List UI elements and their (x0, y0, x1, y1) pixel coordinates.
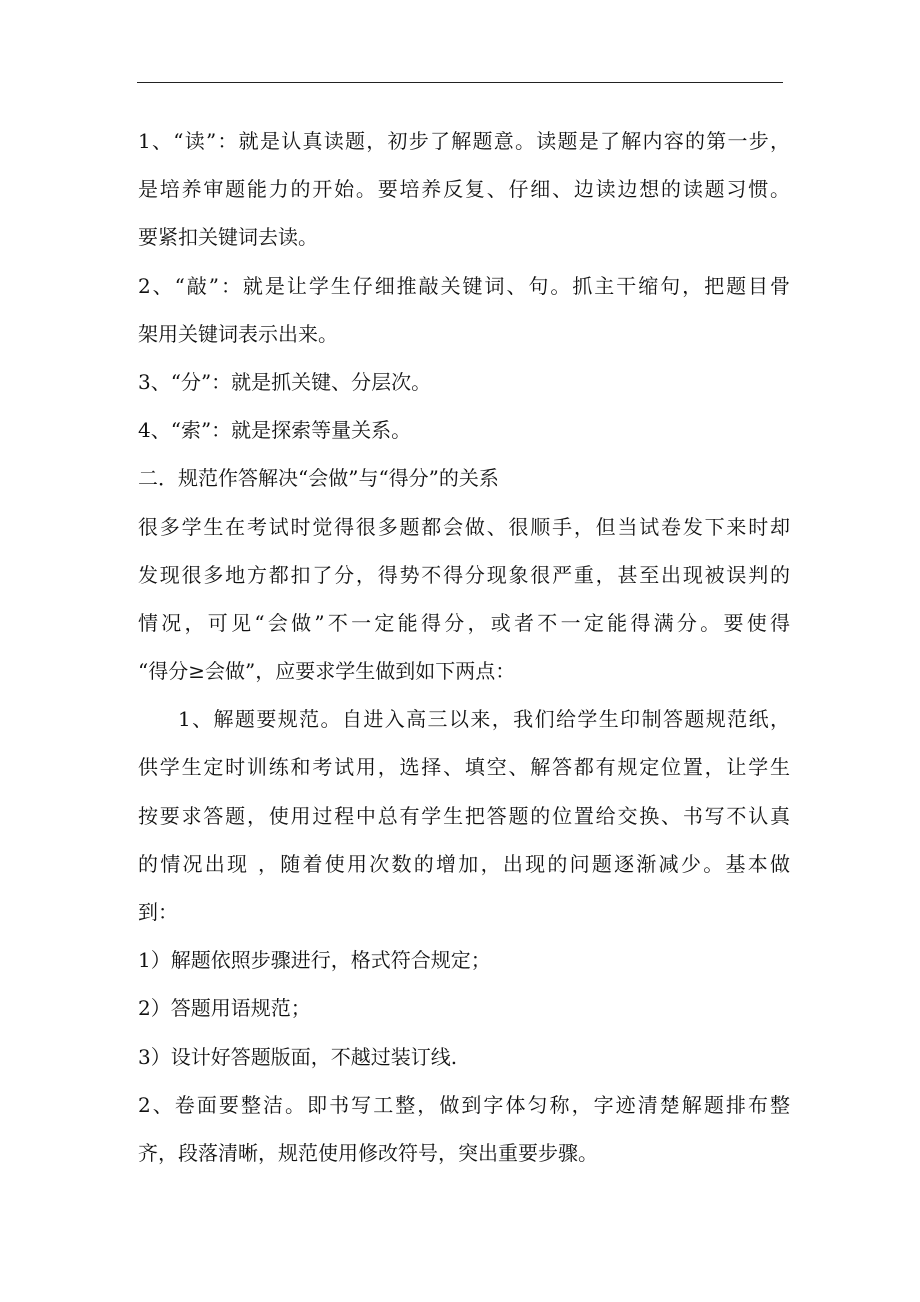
text-line: 2、“敲”：就是让学生仔细推敲关键词、句。抓主干缩句，把题目骨 (138, 273, 790, 298)
text-line: 1、解题要规范。自进入高三以来，我们给学生印制答题规范纸， (178, 707, 790, 732)
text-line: 发现很多地方都扣了分，得势不得分现象很严重，甚至出现被误判的 (138, 562, 790, 587)
section-heading: 二．规范作答解决“会做”与“得分”的关系 (138, 466, 499, 491)
text-line: 的情况出现 ，随着使用次数的增加，出现的问题逐渐减少。基本做 (138, 851, 790, 876)
text-line: 到： (138, 900, 178, 924)
text-line: 1、“读”：就是认真读题，初步了解题意。读题是了解内容的第一步， (138, 129, 790, 153)
text-line: 供学生定时训练和考试用，选择、填空、解答都有规定位置，让学生 (138, 755, 790, 780)
text-line: 要紧扣关键词去读。 (138, 225, 318, 250)
text-line: 4、“索”：就是探索等量关系。 (138, 418, 412, 443)
list-item: 3）设计好答题版面，不越过装订线. (138, 1044, 458, 1069)
header-rule (137, 82, 783, 83)
document-body (138, 117, 790, 1177)
text-line: 3、“分”：就是抓关键、分层次。 (138, 369, 432, 394)
text-line: 很多学生在考试时觉得很多题都会做、很顺手，但当试卷发下来时却 (138, 514, 790, 539)
list-item: 2）答题用语规范； (138, 996, 311, 1021)
text-line: 是培养审题能力的开始。要培养反复、仔细、边读边想的读题习惯。 (138, 177, 790, 202)
text-line: 按要求答题，使用过程中总有学生把答题的位置给交换、书写不认真 (138, 803, 790, 828)
text-line: 情况，可见“会做”不一定能得分，或者不一定能得满分。要使得 (138, 610, 790, 635)
text-line: 齐，段落清晰，规范使用修改符号，突出重要步骤。 (138, 1140, 598, 1165)
text-line: 架用关键词表示出来。 (138, 321, 338, 346)
list-item: 1）解题依照步骤进行，格式符合规定； (138, 948, 491, 973)
text-line: 2、卷面要整洁。即书写工整，做到字体匀称，字迹清楚解题排布整 (138, 1092, 790, 1117)
text-line: “得分≥会做”，应要求学生做到如下两点： (138, 659, 516, 684)
